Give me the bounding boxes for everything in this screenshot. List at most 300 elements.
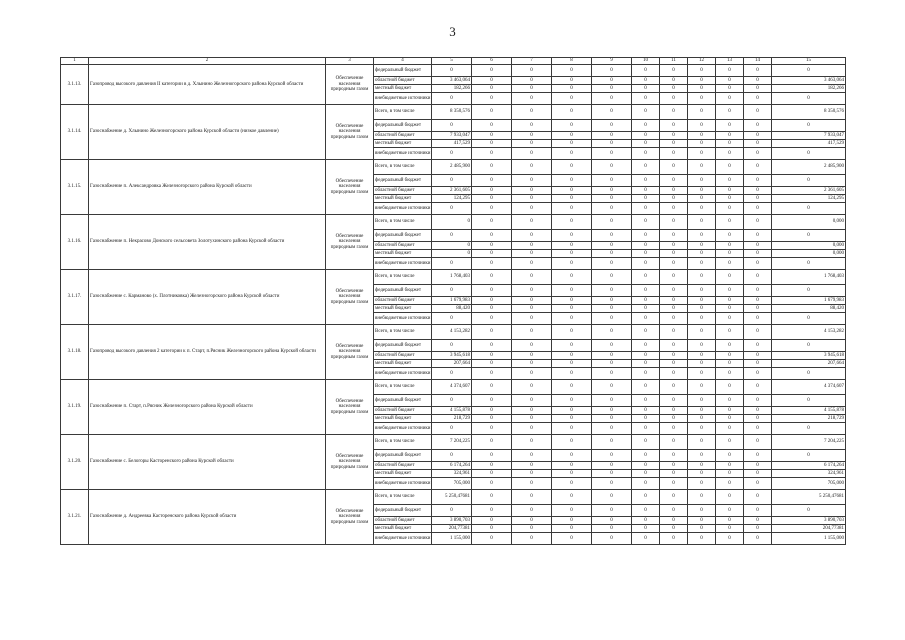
budget-table [60, 57, 846, 545]
value-cell: 0 [632, 368, 660, 380]
value-cell: 0 [472, 160, 512, 175]
value-cell: 0 [472, 230, 512, 242]
value-cell: 7 204,225 [432, 435, 472, 450]
project-purpose: Обеспечение населения природным газом [326, 435, 374, 490]
value-cell: 0 [512, 435, 552, 450]
value-cell: 4 153,282 [432, 325, 472, 340]
value-cell: 0 [592, 423, 632, 435]
value-cell: 0 [744, 203, 772, 215]
value-cell: 0 [512, 250, 552, 258]
value-cell: 0 [744, 352, 772, 360]
value-cell: 0 [552, 175, 592, 187]
value-cell: 0 [552, 325, 592, 340]
value-cell: 0 [660, 270, 688, 285]
value-cell: 0 [688, 517, 716, 525]
value-cell: 0 [472, 305, 512, 313]
value-cell: 0 [660, 450, 688, 462]
value-cell: 0 [632, 140, 660, 148]
value-cell: 0 [472, 395, 512, 407]
value-cell: 7 204,225 [772, 435, 846, 450]
value-cell: 0 [660, 203, 688, 215]
value-cell: 0 [716, 160, 744, 175]
value-cell: 0 [552, 380, 592, 395]
value-cell: 0 [592, 325, 632, 340]
value-cell: 0 [744, 360, 772, 368]
value-cell: 0 [552, 195, 592, 203]
value-cell: 0 [552, 270, 592, 285]
value-cell: 0 [632, 195, 660, 203]
value-cell: 0 [472, 175, 512, 187]
value-cell: 0 [512, 478, 552, 490]
value-cell: 0 [716, 140, 744, 148]
value-cell: 0 [688, 175, 716, 187]
project-purpose: Обеспечение населения природным газом [326, 490, 374, 545]
value-cell: 0 [688, 462, 716, 470]
value-cell: 0 [592, 105, 632, 120]
value-cell: 4 153,282 [772, 325, 846, 340]
value-cell: 0 [512, 258, 552, 270]
value-cell: 0 [772, 148, 846, 160]
value-cell: 0 [432, 450, 472, 462]
value-cell: 0 [744, 250, 772, 258]
funding-source-label: внебюджетные источники [374, 93, 432, 105]
value-cell: 0 [472, 297, 512, 305]
value-cell: 0 [716, 505, 744, 517]
value-cell: 0 [744, 148, 772, 160]
value-cell: 0 [472, 505, 512, 517]
funding-source-label: областной бюджет [374, 242, 432, 250]
value-cell: 0 [688, 120, 716, 132]
value-cell: 0 [744, 462, 772, 470]
value-cell: 0 [744, 160, 772, 175]
value-cell: 0 [512, 65, 552, 77]
value-cell: 0 [744, 65, 772, 77]
value-cell: 0 [744, 533, 772, 545]
header-cell: 7 [512, 58, 552, 65]
table-row [61, 160, 846, 175]
row-number: 3.1.17. [61, 270, 89, 325]
value-cell: 0 [552, 435, 592, 450]
funding-source-label: Всего, в том числе [374, 435, 432, 450]
value-cell: 0 [688, 132, 716, 140]
value-cell: 0 [632, 160, 660, 175]
value-cell: 0 [660, 258, 688, 270]
header-cell: 10 [632, 58, 660, 65]
value-cell: 0 [632, 203, 660, 215]
value-cell: 0 [632, 352, 660, 360]
value-cell: 0 [716, 435, 744, 450]
value-cell: 3 463,064 [772, 77, 846, 85]
value-cell: 0 [552, 93, 592, 105]
value-cell: 0 [688, 533, 716, 545]
value-cell: 0 [552, 313, 592, 325]
value-cell: 0 [772, 65, 846, 77]
value-cell: 0 [512, 242, 552, 250]
value-cell: 0 [592, 160, 632, 175]
value-cell: 0 [552, 517, 592, 525]
value-cell: 0 [772, 120, 846, 132]
funding-source-label: Всего, в том числе [374, 490, 432, 505]
value-cell: 0 [432, 395, 472, 407]
value-cell: 0 [772, 505, 846, 517]
value-cell: 0 [512, 187, 552, 195]
value-cell: 0 [660, 77, 688, 85]
value-cell: 0 [592, 215, 632, 230]
value-cell: 705,000 [432, 478, 472, 490]
value-cell: 0 [660, 148, 688, 160]
value-cell: 0,000 [772, 250, 846, 258]
value-cell: 0 [688, 305, 716, 313]
value-cell: 0 [552, 132, 592, 140]
value-cell: 0 [432, 93, 472, 105]
value-cell: 0 [592, 187, 632, 195]
value-cell: 0 [512, 462, 552, 470]
value-cell: 0 [744, 470, 772, 478]
value-cell: 0 [592, 415, 632, 423]
value-cell: 0 [744, 132, 772, 140]
value-cell: 0 [716, 450, 744, 462]
value-cell: 0 [716, 517, 744, 525]
value-cell: 0,000 [772, 215, 846, 230]
value-cell: 1 679,983 [772, 297, 846, 305]
project-name: Газоснабжение с. Белогоры Касторенского района Курской области [89, 435, 326, 490]
value-cell: 3 890,703 [772, 517, 846, 525]
funding-source-label: внебюджетные источники [374, 368, 432, 380]
value-cell: 0 [552, 407, 592, 415]
header-cell: 14 [744, 58, 772, 65]
value-cell: 0 [552, 462, 592, 470]
project-name: Газоснабжение д. Хлынино Железногорского района Курской области (низкое давление) [89, 105, 326, 160]
value-cell: 0 [688, 148, 716, 160]
value-cell: 0 [632, 215, 660, 230]
value-cell: 0 [472, 352, 512, 360]
value-cell: 0 [592, 380, 632, 395]
value-cell: 0 [660, 505, 688, 517]
value-cell: 0 [632, 462, 660, 470]
value-cell: 0 [716, 360, 744, 368]
value-cell: 0 [744, 140, 772, 148]
value-cell: 0 [552, 305, 592, 313]
value-cell: 0 [688, 340, 716, 352]
value-cell: 218,729 [772, 415, 846, 423]
project-name: Газоснабжение д. Андреевка Касторенского района Курской области [89, 490, 326, 545]
value-cell: 2 361,605 [432, 187, 472, 195]
value-cell: 0 [592, 140, 632, 148]
value-cell: 0 [660, 423, 688, 435]
funding-source-label: местный бюджет [374, 140, 432, 148]
value-cell: 0 [552, 340, 592, 352]
value-cell: 0 [716, 462, 744, 470]
value-cell: 0 [552, 187, 592, 195]
value-cell: 0 [744, 478, 772, 490]
value-cell: 0 [688, 105, 716, 120]
value-cell: 0 [716, 478, 744, 490]
value-cell: 0 [432, 368, 472, 380]
value-cell: 0 [716, 65, 744, 77]
value-cell: 0 [632, 380, 660, 395]
value-cell: 0 [632, 478, 660, 490]
project-purpose: Обеспечение населения природным газом [326, 380, 374, 435]
value-cell: 0 [772, 450, 846, 462]
value-cell: 0 [660, 105, 688, 120]
value-cell: 0 [592, 132, 632, 140]
value-cell: 6 174,264 [432, 462, 472, 470]
value-cell: 0 [660, 160, 688, 175]
value-cell: 0 [592, 470, 632, 478]
value-cell: 0 [744, 242, 772, 250]
value-cell: 0 [552, 85, 592, 93]
row-number: 3.1.14. [61, 105, 89, 160]
value-cell: 0 [592, 490, 632, 505]
value-cell: 0 [472, 415, 512, 423]
table-row [61, 65, 846, 77]
value-cell: 0 [512, 175, 552, 187]
value-cell: 0 [744, 423, 772, 435]
value-cell: 0 [592, 258, 632, 270]
value-cell: 0 [772, 395, 846, 407]
value-cell: 0 [592, 360, 632, 368]
row-number: 3.1.20. [61, 435, 89, 490]
value-cell: 0 [688, 470, 716, 478]
value-cell: 0 [512, 270, 552, 285]
value-cell: 0 [688, 160, 716, 175]
value-cell: 207,664 [432, 360, 472, 368]
value-cell: 0 [660, 93, 688, 105]
table-row [61, 490, 846, 505]
value-cell: 0 [552, 215, 592, 230]
value-cell: 324,961 [772, 470, 846, 478]
value-cell: 0 [552, 395, 592, 407]
value-cell: 0 [552, 203, 592, 215]
value-cell: 0 [552, 505, 592, 517]
value-cell: 124,295 [432, 195, 472, 203]
value-cell: 0 [432, 285, 472, 297]
value-cell: 4 374,607 [772, 380, 846, 395]
funding-source-label: областной бюджет [374, 352, 432, 360]
value-cell: 0 [744, 368, 772, 380]
value-cell: 0 [688, 360, 716, 368]
project-name: Газоснабжение п. Александровка Железногорского района Курской области [89, 160, 326, 215]
value-cell: 0 [772, 340, 846, 352]
value-cell: 182,266 [772, 85, 846, 93]
value-cell: 1 768,403 [432, 270, 472, 285]
value-cell: 0 [472, 195, 512, 203]
value-cell: 0 [744, 297, 772, 305]
value-cell: 0 [472, 407, 512, 415]
value-cell: 0 [632, 187, 660, 195]
value-cell: 0 [432, 215, 472, 230]
value-cell: 0 [716, 85, 744, 93]
project-name: Газоснабжение п. Некрасово Донского сельсовета Золотухинского района Курской области [89, 215, 326, 270]
value-cell: 0 [632, 395, 660, 407]
value-cell: 0 [660, 313, 688, 325]
value-cell: 0 [592, 368, 632, 380]
value-cell: 0 [632, 297, 660, 305]
value-cell: 0 [552, 105, 592, 120]
funding-source-label: внебюджетные источники [374, 313, 432, 325]
value-cell: 0 [688, 258, 716, 270]
value-cell: 0 [688, 140, 716, 148]
value-cell: 0 [772, 258, 846, 270]
value-cell: 207,664 [772, 360, 846, 368]
value-cell: 0 [716, 395, 744, 407]
value-cell: 0 [632, 490, 660, 505]
value-cell: 0 [512, 505, 552, 517]
value-cell: 0 [660, 132, 688, 140]
value-cell: 0 [472, 462, 512, 470]
value-cell: 0 [592, 203, 632, 215]
value-cell: 0 [716, 203, 744, 215]
value-cell: 0 [660, 65, 688, 77]
value-cell: 0 [592, 478, 632, 490]
funding-source-label: областной бюджет [374, 77, 432, 85]
value-cell: 0 [552, 250, 592, 258]
value-cell: 0 [772, 313, 846, 325]
value-cell: 8 350,576 [772, 105, 846, 120]
value-cell: 0 [512, 368, 552, 380]
value-cell: 0 [688, 368, 716, 380]
value-cell: 0 [472, 203, 512, 215]
value-cell: 0 [592, 517, 632, 525]
value-cell: 0 [592, 250, 632, 258]
funding-source-label: местный бюджет [374, 525, 432, 533]
value-cell: 0 [660, 250, 688, 258]
value-cell: 0 [512, 285, 552, 297]
value-cell: 0 [552, 77, 592, 85]
value-cell: 0 [716, 258, 744, 270]
value-cell: 0 [592, 148, 632, 160]
header-cell: 15 [772, 58, 846, 65]
value-cell: 0 [472, 215, 512, 230]
value-cell: 0 [592, 305, 632, 313]
value-cell: 0 [432, 175, 472, 187]
value-cell: 0 [472, 380, 512, 395]
funding-source-label: областной бюджет [374, 297, 432, 305]
value-cell: 0 [688, 215, 716, 230]
value-cell: 0 [716, 407, 744, 415]
funding-source-label: местный бюджет [374, 250, 432, 258]
value-cell: 0 [552, 258, 592, 270]
value-cell: 1 155,000 [432, 533, 472, 545]
value-cell: 0 [744, 435, 772, 450]
value-cell: 0 [688, 65, 716, 77]
value-cell: 0 [716, 313, 744, 325]
value-cell: 0 [592, 285, 632, 297]
value-cell: 0 [552, 478, 592, 490]
value-cell: 0 [552, 160, 592, 175]
value-cell: 0 [688, 352, 716, 360]
value-cell: 0 [632, 313, 660, 325]
funding-source-label: Всего, в том числе [374, 270, 432, 285]
value-cell: 0 [632, 77, 660, 85]
value-cell: 0 [472, 93, 512, 105]
value-cell: 0 [744, 270, 772, 285]
value-cell: 0,000 [772, 242, 846, 250]
value-cell: 0 [512, 415, 552, 423]
funding-source-label: местный бюджет [374, 85, 432, 93]
value-cell: 0 [688, 423, 716, 435]
value-cell: 0 [512, 230, 552, 242]
value-cell: 0 [592, 120, 632, 132]
value-cell: 0 [512, 120, 552, 132]
header-cell: 12 [688, 58, 716, 65]
value-cell: 0 [512, 160, 552, 175]
value-cell: 0 [472, 65, 512, 77]
value-cell: 0 [552, 415, 592, 423]
value-cell: 0 [632, 423, 660, 435]
value-cell: 0 [660, 478, 688, 490]
value-cell: 0 [512, 380, 552, 395]
value-cell: 0 [660, 352, 688, 360]
value-cell: 3 463,064 [432, 77, 472, 85]
value-cell: 0 [432, 203, 472, 215]
row-number: 3.1.19. [61, 380, 89, 435]
value-cell: 0 [744, 450, 772, 462]
value-cell: 204,77381 [772, 525, 846, 533]
row-number: 3.1.21. [61, 490, 89, 545]
value-cell: 0 [660, 380, 688, 395]
value-cell: 0 [688, 203, 716, 215]
value-cell: 0 [512, 215, 552, 230]
funding-source-label: местный бюджет [374, 415, 432, 423]
value-cell: 0 [660, 215, 688, 230]
funding-source-label: областной бюджет [374, 462, 432, 470]
value-cell: 0 [552, 490, 592, 505]
value-cell: 0 [512, 93, 552, 105]
value-cell: 0 [744, 215, 772, 230]
value-cell: 0 [472, 187, 512, 195]
value-cell: 0 [716, 340, 744, 352]
value-cell: 0 [660, 305, 688, 313]
value-cell: 0 [432, 242, 472, 250]
value-cell: 0 [660, 85, 688, 93]
value-cell: 0 [632, 132, 660, 140]
value-cell: 0 [592, 340, 632, 352]
value-cell: 0 [512, 360, 552, 368]
value-cell: 0 [592, 230, 632, 242]
value-cell: 0 [512, 305, 552, 313]
value-cell: 0 [632, 533, 660, 545]
value-cell: 1 155,000 [772, 533, 846, 545]
value-cell: 0 [432, 423, 472, 435]
value-cell: 0 [512, 525, 552, 533]
value-cell: 0 [512, 470, 552, 478]
row-number: 3.1.18. [61, 325, 89, 380]
value-cell: 0 [592, 195, 632, 203]
value-cell: 0 [592, 435, 632, 450]
value-cell: 0 [632, 325, 660, 340]
value-cell: 0 [552, 242, 592, 250]
value-cell: 0 [592, 77, 632, 85]
value-cell: 0 [432, 505, 472, 517]
value-cell: 0 [472, 478, 512, 490]
value-cell: 0 [472, 250, 512, 258]
funding-source-label: Всего, в том числе [374, 325, 432, 340]
funding-source-label: областной бюджет [374, 187, 432, 195]
value-cell: 0 [472, 285, 512, 297]
funding-source-label: федеральный бюджет [374, 340, 432, 352]
value-cell: 0 [660, 533, 688, 545]
value-cell: 0 [744, 187, 772, 195]
funding-source-label: федеральный бюджет [374, 120, 432, 132]
value-cell: 0 [552, 230, 592, 242]
value-cell: 0 [552, 65, 592, 77]
value-cell: 4 155,878 [772, 407, 846, 415]
value-cell: 0 [512, 85, 552, 93]
value-cell: 0 [716, 250, 744, 258]
value-cell: 0 [552, 352, 592, 360]
funding-source-label: внебюджетные источники [374, 533, 432, 545]
